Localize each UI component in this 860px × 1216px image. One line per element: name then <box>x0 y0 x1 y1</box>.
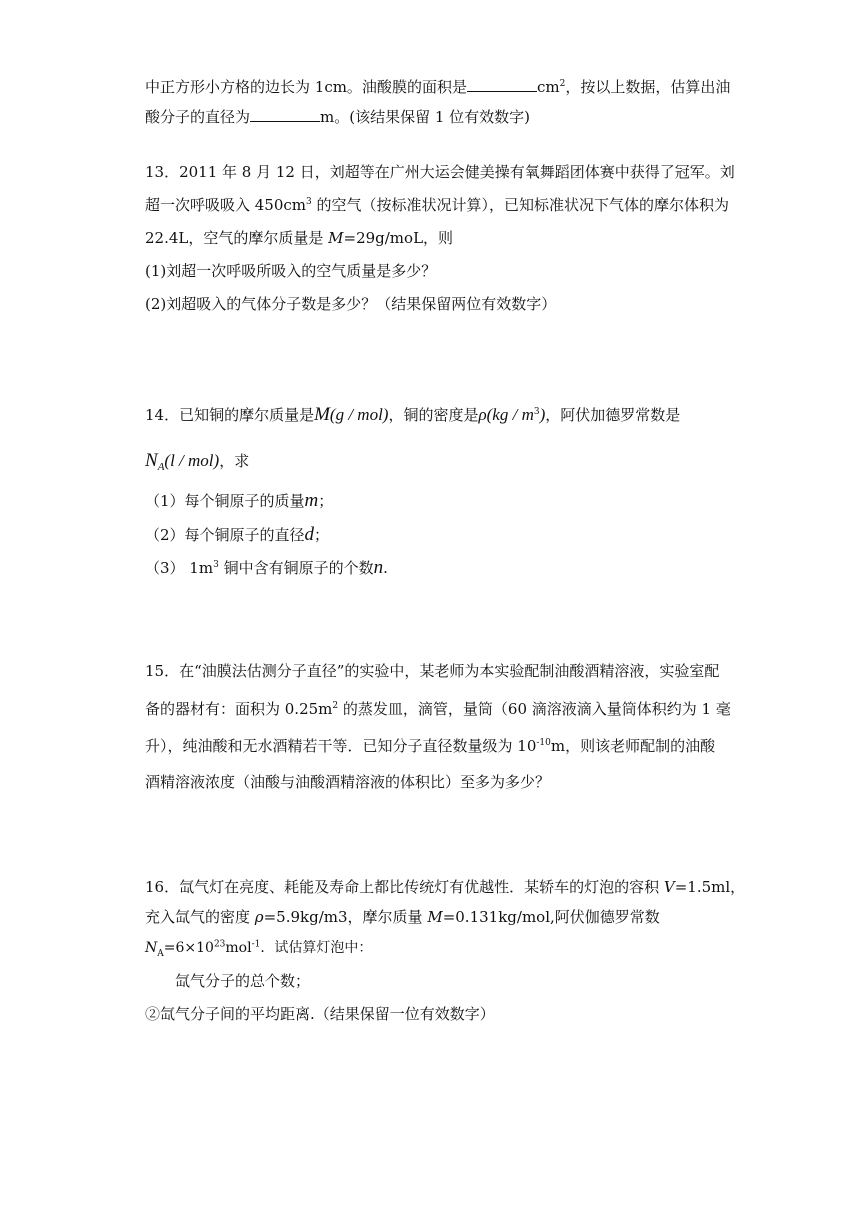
q15-line-4: 酒精溶液浓度（油酸与油酸酒精溶液的体积比）至多为多少？ <box>145 773 551 791</box>
q13-line-3: 22.4L，空气的摩尔质量是 M=29g/moL，则 <box>145 229 454 247</box>
q15-line-2: 备的器材有：面积为 $0.25m^2$ 的蒸发皿，滴管，量筒（60 滴溶液滴入量筒体积约为 1 毫 <box>145 700 731 718</box>
q14-item-1: （1）每个铜原子的质量m； <box>145 490 334 511</box>
q13-line-2: 超一次呼吸吸入 $450cm^3$ 的空气（按标准状况计算），已知标准状况下气体的摩尔体积为 <box>145 196 730 214</box>
q14-item-2: （2）每个铜原子的直径d； <box>145 524 330 545</box>
q13-item-2: (2)刘超吸入的气体分子数是多少？（结果保留两位有效数字） <box>145 295 557 313</box>
q14-item-3: （3） $1m^3$ 铜中含有铜原子的个数n. <box>145 557 388 578</box>
q14-line-2: $N_A(l / mol)$，求 <box>145 450 250 473</box>
answer-blank-area[interactable] <box>467 77 537 92</box>
q16-item-2: ②氙气分子间的平均距离.（结果保留一位有效数字） <box>145 1005 495 1023</box>
q12-line-1: 中正方形小方格的边长为 1cm。油酸膜的面积是 $cm^2$，按以上数据，估算出油 <box>145 78 731 96</box>
q13-item-1: (1)刘超一次呼吸所吸入的空气质量是多少？ <box>145 262 437 280</box>
q14-line-1: 14．已知铜的摩尔质量是M(g / mol)，铜的密度是$\rho(kg / m^3)$，阿伏加德罗常数是 <box>145 404 681 425</box>
q15-line-1: 15．在“油膜法估测分子直径”的实验中，某老师为本实验配制油酸酒精溶液，实验室配 <box>145 662 720 680</box>
q13-line-1: 13．2011 年 8 月 12 日，刘超等在广州大运会健美操有氧舞蹈团体赛中获得了冠军。刘 <box>145 163 735 181</box>
q12-line-2: 酸分子的直径为 m。(该结果保留 1 位有效数字) <box>145 108 531 126</box>
q16-line-3: $N_A=6\times 10^{23}mol^{-1}$．试估算灯泡中： <box>145 939 373 959</box>
q15-line-3: 升），纯油酸和无水酒精若干等．已知分子直径数量级为 $10^{-10}m$，则该老师配制的油酸 <box>145 737 716 755</box>
q16-line-2: 充入氙气的密度 ρ=5.9kg/m3，摩尔质量 M=0.131kg/mol,阿伏伽德罗常数 <box>145 908 660 926</box>
q16-line-1: 16．氙气灯在亮度、耗能及寿命上都比传统灯有优越性．某轿车的灯泡的容积 V=1.5ml， <box>145 878 746 896</box>
answer-blank-diameter[interactable] <box>250 107 320 122</box>
q16-item-1: 氙气分子的总个数； <box>175 972 311 990</box>
